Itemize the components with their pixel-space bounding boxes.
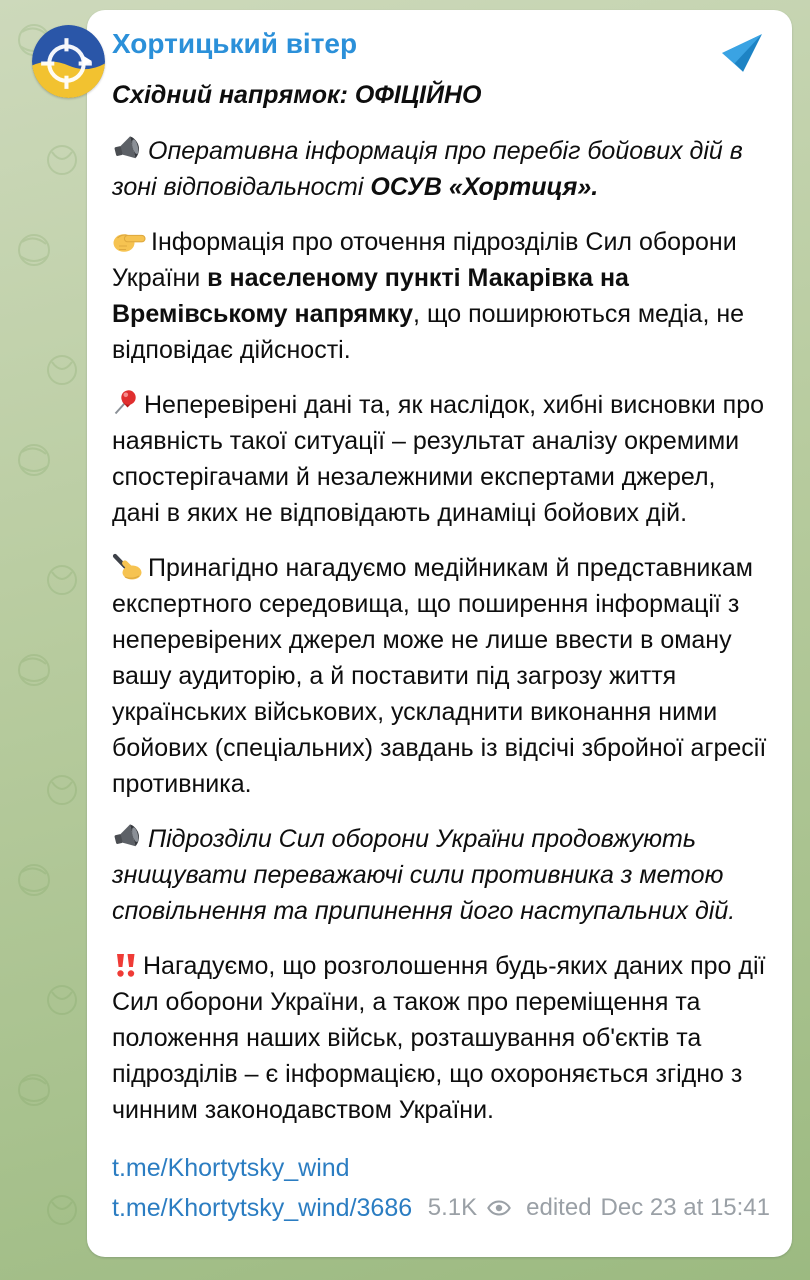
links-block (112, 1148, 770, 1228)
channel-name[interactable]: Хортицький вітер (112, 28, 358, 59)
message-paragraph (112, 133, 770, 205)
channel-link[interactable]: t.me/Khortytsky_wind (112, 1154, 350, 1182)
pushpin-icon (112, 388, 139, 417)
paragraph-text: в населеному пункті Макарівка на Времівському напрямку (112, 264, 636, 328)
timestamp: Dec 23 at 15:41 (600, 1194, 770, 1221)
message-bubble (87, 10, 792, 1257)
footer-row (112, 1188, 770, 1228)
message-paragraph (112, 550, 774, 802)
paragraph-text: Оперативна інформація про перебіг бойових дій в зоні відповідальності (112, 137, 750, 201)
pointing-right-icon (112, 227, 146, 254)
message-paragraph (112, 948, 773, 1128)
message-subtitle: Східний напрямок: ОФІЦІЙНО (112, 81, 482, 109)
paragraph-text: Неперевірені дані та, як наслідок, хибні висновки про наявність такої ситуації – результат аналізу окремими спостерігачами й незалежними експертами джерел, дані в яких не відповідають динаміці бойових дій. (112, 391, 771, 527)
paragraph-text: Підрозділи Сил оборони України продовжують знищувати переважаючі сили противника з метою сповільнення та припинення його наступальних дій. (112, 825, 736, 925)
message-text (112, 133, 774, 1128)
message-paragraph (112, 821, 770, 929)
speaker-icon (112, 822, 143, 851)
paragraph-text: Принагідно нагадуємо медійникам й представникам експертного середовища, що поширення інформації з неперевірених джерел може не лише ввести в оману вашу аудиторію, а й поставити під загрозу життя українських військових, ускладнити виконання ними бойових (спеціальних) завдань із відсічі збройної агресії противника. (112, 554, 774, 798)
view-count: 5.1K (427, 1194, 478, 1221)
paragraph-text: Інформація про оточення підрозділів Сил оборони України (112, 228, 744, 292)
message-paragraph (112, 387, 770, 531)
paragraph-text: , що поширюються медіа, не відповідає дійсності. (112, 300, 751, 364)
post-link[interactable]: t.me/Khortytsky_wind/3686 (112, 1194, 413, 1222)
channel-avatar[interactable] (32, 25, 105, 98)
message-paragraph (112, 224, 770, 368)
paragraph-text: Нагадуємо, що розголошення будь-яких даних про дії Сил оборони України, а також про переміщення та положення наших військ, розташування об'єктів та підрозділів – є інформацією, що охороняється згідно з чинним законодавством України. (112, 952, 773, 1124)
paragraph-text: ОСУВ «Хортиця». (370, 173, 599, 201)
writing-hand-icon (112, 553, 143, 580)
telegram-plane-icon[interactable] (720, 32, 764, 72)
double-exclamation-icon (112, 951, 138, 978)
speaker-icon (112, 134, 143, 163)
message-header (112, 26, 770, 72)
views-eye-icon (487, 1200, 511, 1216)
edited-label: edited (526, 1194, 592, 1221)
message-meta (428, 1194, 770, 1222)
